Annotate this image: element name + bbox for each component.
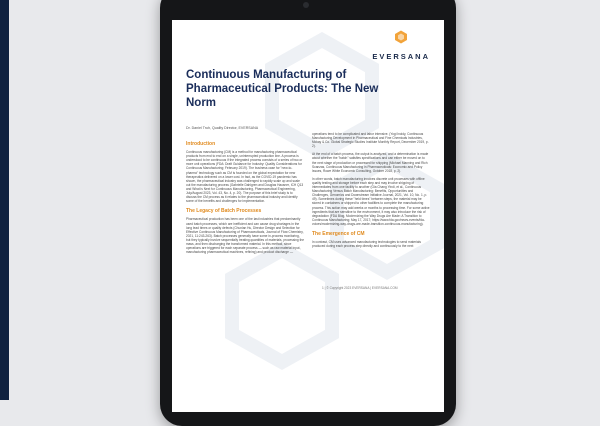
section-heading-introduction: Introduction	[186, 141, 216, 147]
paragraph: operations tend to be complicated and labor intensive. (Yogi Incidy, Continuous Manufacturing Development in Pharmaceutical and Fine Chemicals Industries, Mckay & Co. Global Strategic Studies Institute Monthly Report, December 2019, p. 2).	[312, 132, 429, 149]
camera-icon	[303, 2, 309, 8]
left-column	[186, 136, 304, 258]
brand-name: EVERSANA	[372, 52, 430, 61]
section-heading-legacy: The Legacy of Batch Processes	[186, 208, 262, 215]
page-footer: 1 | © Copyright 2023 EVERSANA | EVERSANA.COM	[322, 286, 398, 290]
left-accent-band	[0, 0, 9, 400]
brand-logo	[372, 30, 430, 64]
author-line: Dr. Daniel Truh, Quality Director, EVERSANA	[186, 126, 259, 130]
section-heading-emergence: The Emergence of CM	[312, 230, 365, 237]
paragraph: At the end of a batch process, the output is analyzed, and a determination is made about whether the "batch" satisfies specifications and can either be moved on to the next stage of production or processed for shipping (Michael Manning and Rich Scanzas, Continuous Manufacturing in Pharmaceuticals: Economic and Policy Issues, Rowe White Economic Consulting, October 2018, p. 2).	[312, 152, 429, 173]
paragraph: Pharmaceutical production has been one of the last industries that predominantly used batch processes, which are inefficient and can cause drug shortages in the long lead times or quality defects (Chunlan Hu, Director Design and Selection for Effective Continuous Manufacturing of Pharmaceuticals, Journal of Flow Chemistry, 2021, 11:243-263). Batch processes generally have some in-process monitoring, but they typically involve sequentially treating quantities of materials, processing the mass, and then discharging the transformed material. In this method, since operations are triggered for each separate process — such as raw material input, manufacturing pharmaceutical machines, refining) and product discharge —	[186, 217, 305, 255]
document-page	[172, 20, 444, 412]
paragraph: In contrast, CM uses advanced manufacturing technologies to send materials produced during each process step directly and continuously to the next	[312, 240, 421, 249]
tablet-device	[160, 0, 456, 426]
paragraph: Continuous manufacturing (CM) is a method for manufacturing pharmaceutical products from end to end on a single, uninterrupted production line. A process is understood to be continuous if the integrated process consists of a series of two or more unit operations (FDA: Draft Guidance for Industry: Quality Considerations for Continuous Manufacturing; February 2019). The business case for "new-to-pharma" technology such as CM is founded on the global expectation for new therapeutics delivered on a lower cost. In fact, as the COVID-19 pandemic has shown, the pharmaceutical industry was challenged to rapidly scale up and scale out the manufacturing process (Gabrielle Dahlgren and Douglas Hausner, ICH Q13 and What is Next for Continuous Manufacturing, Pharmaceutical Engineering, July/August 2023, Vol. 43, No. 4, p. 20). The purpose of this brief study is to discuss the CM process as it relates to the pharmaceutical industry and identify some of the benefits and challenges for implementation.	[186, 150, 304, 204]
document-title: Continuous Manufacturing of Pharmaceutical Products: The New Norm	[186, 69, 379, 109]
right-column	[312, 132, 430, 252]
eversana-hex-icon	[394, 30, 408, 44]
paragraph: In other words, batch manufacturing involves discrete unit processes with offline quality testing and storage before each step and may involve shipping of intermediates from one facility to another (Gia Chang Yindi, et al., Continuous Manufacturing Versus Batch Manufacturing: Benefits, Opportunities and Challenges, Genomics and Downstream Initiative Journal, 2021, Vol. 10, No. 1, p. 49). Sometimes during these "held times" between steps, the material may be stored in containers or shipped to other facilities to complete the manufacturing process. This action may add weeks or months to processing time. For some active ingredients that are sensitive to the environment, it may also introduce the risk of degradation (FDA Blog, Modernizing the Way Drugs Are Made: A Transition to Continuous Manufacturing; May 17, 2017; https://www.fda.gov/news-events/fda-voices/modernizing-way-drugs-are-made-transition-continuous-manufacturing).	[312, 176, 430, 226]
